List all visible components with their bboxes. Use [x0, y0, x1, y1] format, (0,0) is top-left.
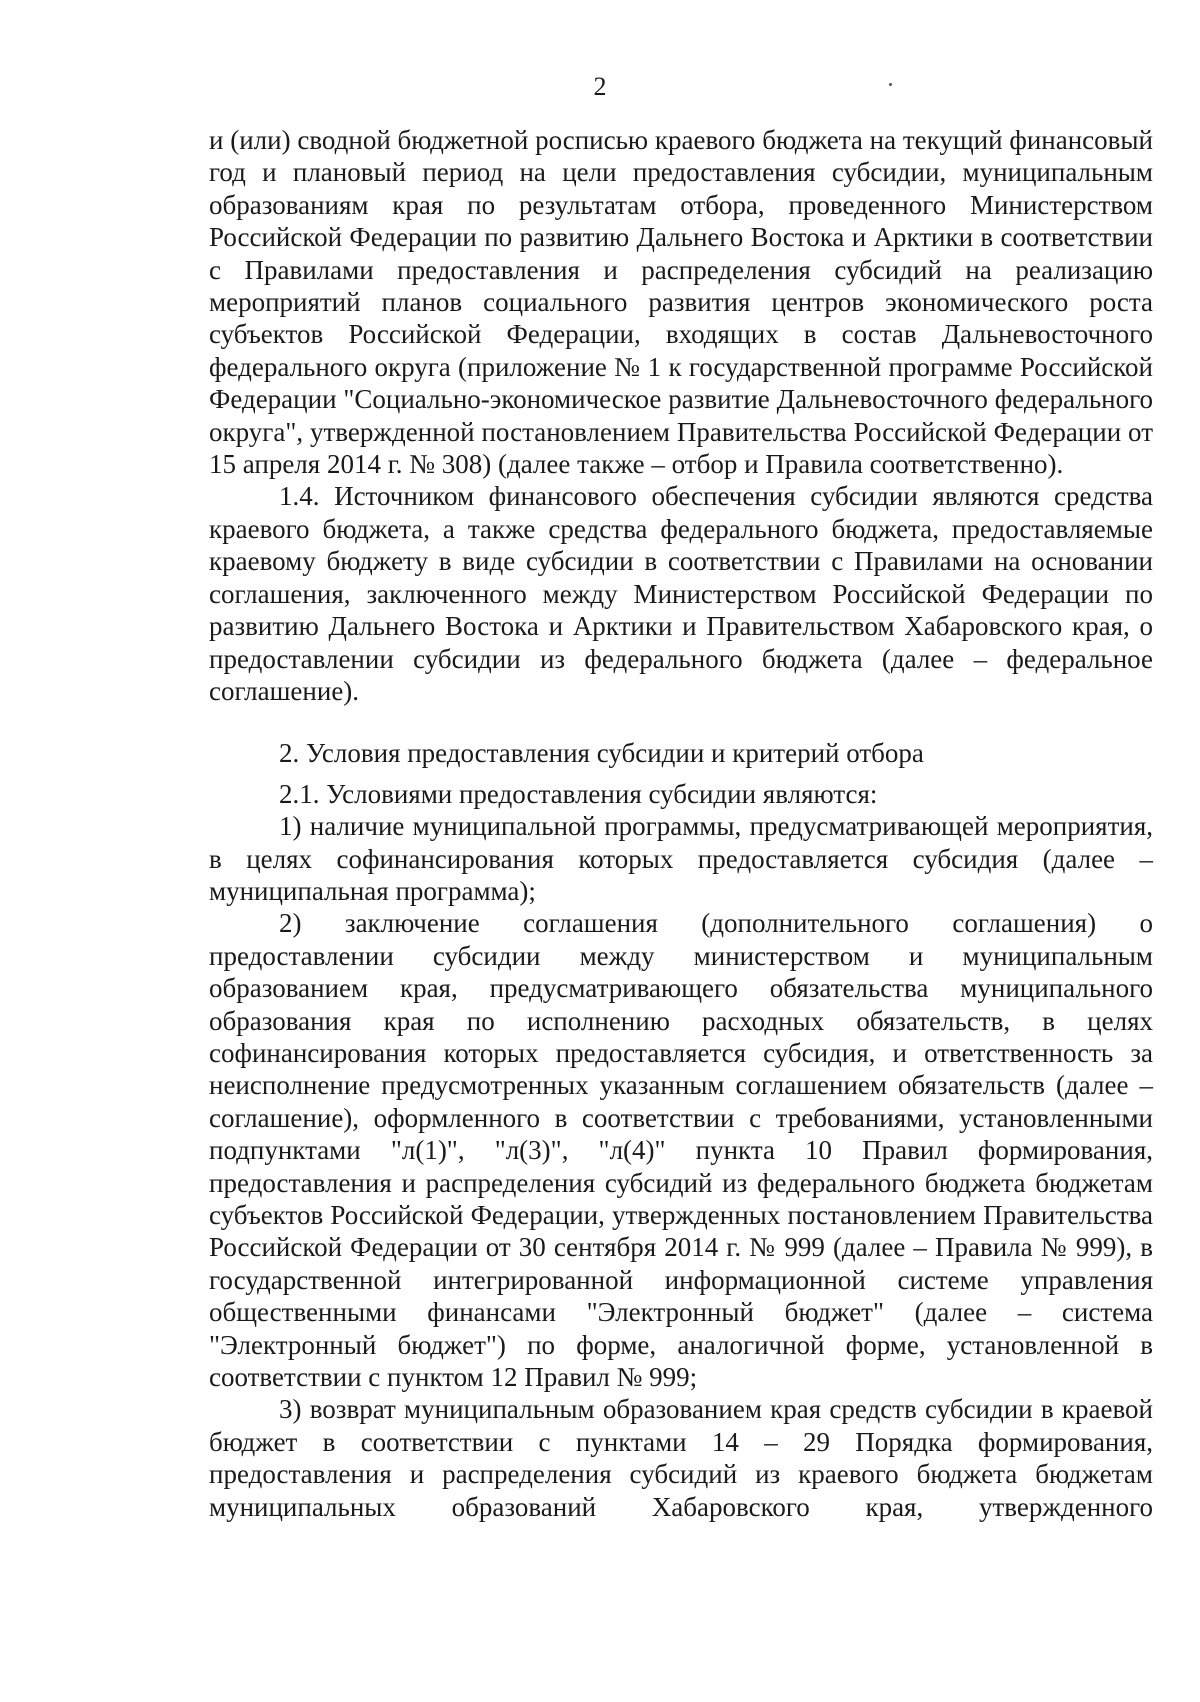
- scan-speck: [889, 83, 892, 86]
- paragraph-continuation: и (или) сводной бюджетной росписью краевого бюджета на текущий финансовый год и плановый период на цели предоставления субсидии, муниципальным образованиям края по результатам отбора, проведенного Министерством Российской Федерации по развитию Дальнего Востока и Арктики в соответствии с Правилами предоставления и распределения субсидий на реализацию мероприятий планов социального развития центров экономического роста субъектов Российской Федерации, входящих в состав Дальневосточного федерального округа (приложение № 1 к государственной программе Российской Федерации "Социально-экономическое развитие Дальневосточного федерального округа", утвержденной постановлением Правительства Российской Федерации от 15 апреля 2014 г. № 308) (далее также – отбор и Правила соответственно).: [209, 125, 1153, 480]
- paragraph-item-1: 1) наличие муниципальной программы, предусматривающей мероприятия, в целях софинансирования которых предоставляется субсидия (далее – муниципальная программа);: [209, 811, 1153, 906]
- section-heading: 2. Условия предоставления субсидии и критерий отбора: [279, 738, 924, 769]
- document-body: [209, 124, 1153, 1523]
- paragraph-item-2: 2) заключение соглашения (дополнительного соглашения) о предоставлении субсидии между министерством и муниципальным образованием края, предусматривающего обязательства муниципального образования края по исполнению расходных обязательств, в целях софинансирования которых предоставляется субсидия, и ответственность за неисполнение предусмотренных указанным соглашением обязательств (далее – соглашение), оформленного в соответствии с требованиями, установленными подпунктами "л(1)", "л(3)", "л(4)" пункта 10 Правил формирования, предоставления и распределения субсидий из федерального бюджета бюджетам субъектов Российской Федерации, утвержденных постановлением Правительства Российской Федерации от 30 сентября 2014 г. № 999 (далее – Правила № 999), в государственной интегрированной информационной системе управления общественными финансами "Электронный бюджет" (далее – система "Электронный бюджет") по форме, аналогичной форме, установленной в соответствии с пунктом 12 Правил № 999;: [209, 908, 1153, 1393]
- paragraph-item-3: 3) возврат муниципальным образованием края средств субсидии в краевой бюджет в соответствии с пунктами 14 – 29 Порядка формирования, предоставления и распределения субсидий из краевого бюджета бюджетам муниципальных образований Хабаровского края, утвержденного: [209, 1394, 1153, 1522]
- paragraph-1-4: 1.4. Источником финансового обеспечения субсидии являются средства краевого бюджета, а также средства федерального бюджета, предоставляемые краевому бюджету в виде субсидии в соответствии с Правилами на основании соглашения, заключенного между Министерством Российской Федерации по развитию Дальнего Востока и Арктики и Правительством Хабаровского края, о предоставлении субсидии из федерального бюджета (далее – федеральное соглашение).: [209, 481, 1153, 706]
- page-number: 2: [593, 72, 607, 101]
- paragraph-2-1: 2.1. Условиями предоставления субсидии являются:: [279, 778, 878, 809]
